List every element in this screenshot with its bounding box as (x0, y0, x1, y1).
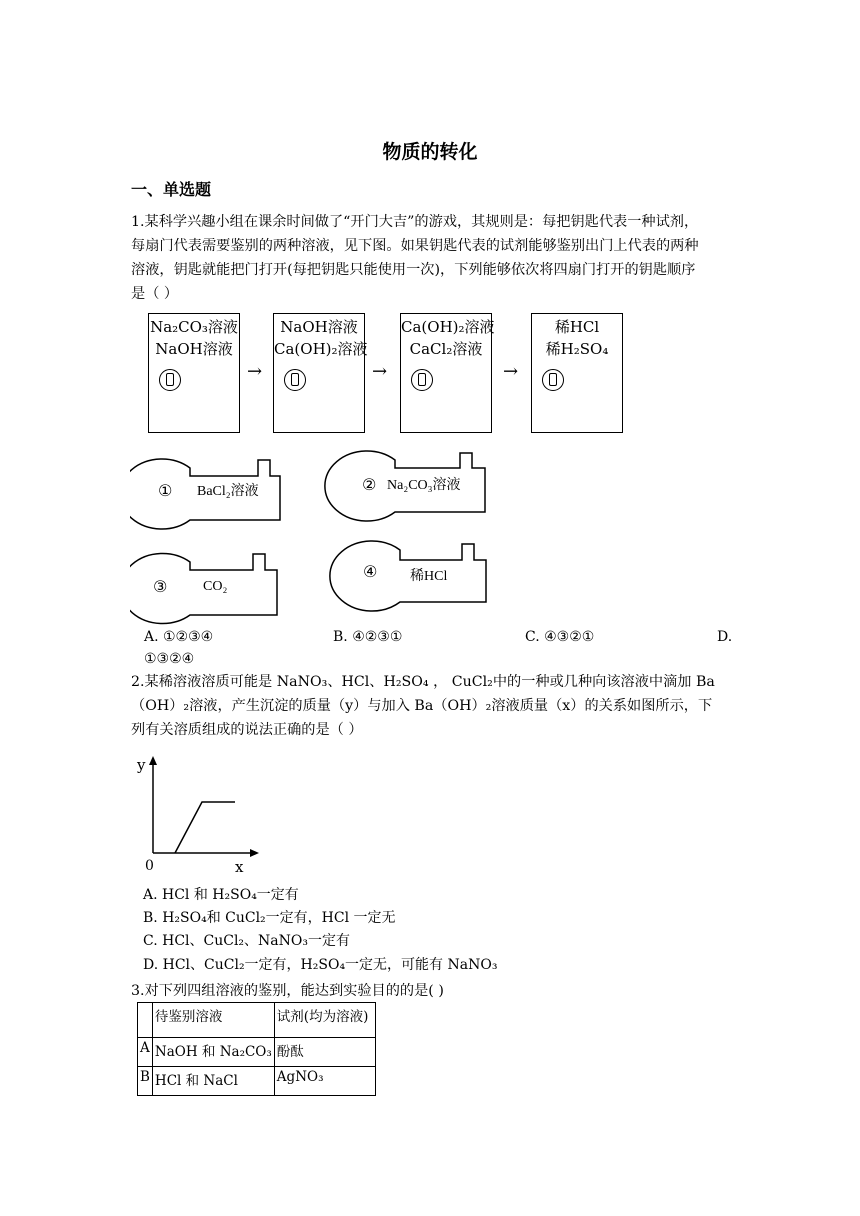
door-4 (531, 313, 623, 433)
arrow-icon: → (503, 361, 519, 382)
key-3-number: ③ (153, 577, 168, 596)
q2-line: （OH）₂溶液，产生沉淀的质量（y）与加入 Ba（OH）₂溶液质量（x）的关系如图所示，下 (131, 698, 713, 714)
y-axis-arrow-icon (149, 756, 157, 765)
table-header-row (138, 1003, 376, 1038)
q2-line: 2.某稀溶液溶质可能是 NaNO₃、HCl、H₂SO₄ ， CuCl₂中的一种或几种向该溶液中滴加 Ba (131, 674, 715, 690)
page-title: 物质的转化 (382, 141, 478, 163)
y-label: y (137, 756, 146, 774)
door-3 (400, 313, 495, 433)
q1-line: 溶液，钥匙就能把门打开(每把钥匙只能使用一次)，下列能够依次将四扇门打开的钥匙顺序 (131, 262, 696, 278)
q2-option-b[interactable]: B. H₂SO₄和 CuCl₂一定有，HCl 一定无 (143, 910, 396, 926)
x-label: x (235, 858, 244, 876)
door-2 (273, 313, 368, 433)
table-header-cell: 待鉴别溶液 (152, 1003, 274, 1038)
key-1-label: BaCl₂溶液 (197, 484, 259, 499)
x-axis-arrow-icon (250, 849, 259, 857)
arrow-icon: → (247, 361, 263, 382)
origin-label: 0 (145, 858, 154, 874)
door-2-line1: NaOH溶液 (280, 318, 358, 336)
question-2-stem (131, 670, 741, 742)
door-4-line1: 稀HCl (554, 318, 600, 336)
question-1-stem (131, 210, 731, 306)
door-2-line2: Ca(OH)₂溶液 (274, 340, 368, 358)
arrow-icon: → (372, 361, 388, 382)
table-row (138, 1038, 376, 1067)
table-cell: HCl 和 NaCl (152, 1067, 274, 1096)
q1-option-a[interactable]: A. ①②③④ (144, 629, 214, 645)
table-cell: B (138, 1067, 153, 1096)
key-4-label: 稀HCl (410, 569, 448, 584)
door-4-line2: 稀H₂SO₄ (545, 340, 609, 358)
door-knob-icon (159, 369, 181, 391)
q1-option-b[interactable]: B. ④②③① (333, 629, 403, 645)
question-3-stem: 3.对下列四组溶液的鉴别，能达到实验目的的是( ) (131, 983, 444, 999)
q2-graph (135, 750, 270, 880)
key-4-number: ④ (363, 562, 378, 581)
key-4-icon (330, 541, 486, 611)
door-1 (148, 313, 240, 433)
door-1-line1: Na₂CO₃溶液 (150, 318, 238, 336)
door-knob-icon (284, 369, 306, 391)
key-2-number: ② (362, 475, 377, 494)
table-cell: NaOH 和 Na₂CO₃ (152, 1038, 274, 1067)
q2-option-d[interactable]: D. HCl、CuCl₂一定有，H₂SO₄一定无，可能有 NaNO₃ (143, 957, 498, 973)
q2-line: 列有关溶质组成的说法正确的是（ ） (131, 722, 363, 738)
door-knob-icon (411, 369, 433, 391)
key-2-label: Na₂CO₃溶液 (387, 478, 461, 493)
q1-line: 是（ ） (131, 286, 179, 302)
table-header-cell: 试剂(均为溶液) (274, 1003, 375, 1038)
door-knob-icon (542, 369, 564, 391)
table-cell: 酚酞 (274, 1038, 375, 1067)
table-header-cell (138, 1003, 153, 1038)
q1-option-c[interactable]: C. ④③②① (525, 629, 595, 645)
curve (175, 802, 235, 853)
q1-option-d[interactable]: D. (717, 629, 733, 645)
door-3-line2: CaCl₂溶液 (409, 340, 483, 358)
keys-figure (130, 450, 510, 630)
door-1-line2: NaOH溶液 (155, 340, 233, 358)
table-row (138, 1067, 376, 1096)
section-heading: 一、单选题 (131, 180, 212, 199)
key-3-label: CO₂ (203, 579, 228, 594)
door-3-line1: Ca(OH)₂溶液 (401, 318, 495, 336)
q3-table (137, 1002, 376, 1096)
q2-option-a[interactable]: A. HCl 和 H₂SO₄一定有 (143, 887, 299, 903)
table-cell: AgNO₃ (274, 1067, 375, 1096)
q1-option-d-cont: ①③②④ (144, 651, 195, 667)
q1-line: 1.某科学兴趣小组在课余时间做了“开门大吉”的游戏，其规则是：每把钥匙代表一种试剂， (131, 214, 699, 230)
q2-option-c[interactable]: C. HCl、CuCl₂、NaNO₃一定有 (143, 933, 350, 949)
key-1-number: ① (158, 481, 173, 500)
table-cell: A (138, 1038, 153, 1067)
q1-line: 每扇门代表需要鉴别的两种溶液，见下图。如果钥匙代表的试剂能够鉴别出门上代表的两种 (131, 238, 699, 254)
